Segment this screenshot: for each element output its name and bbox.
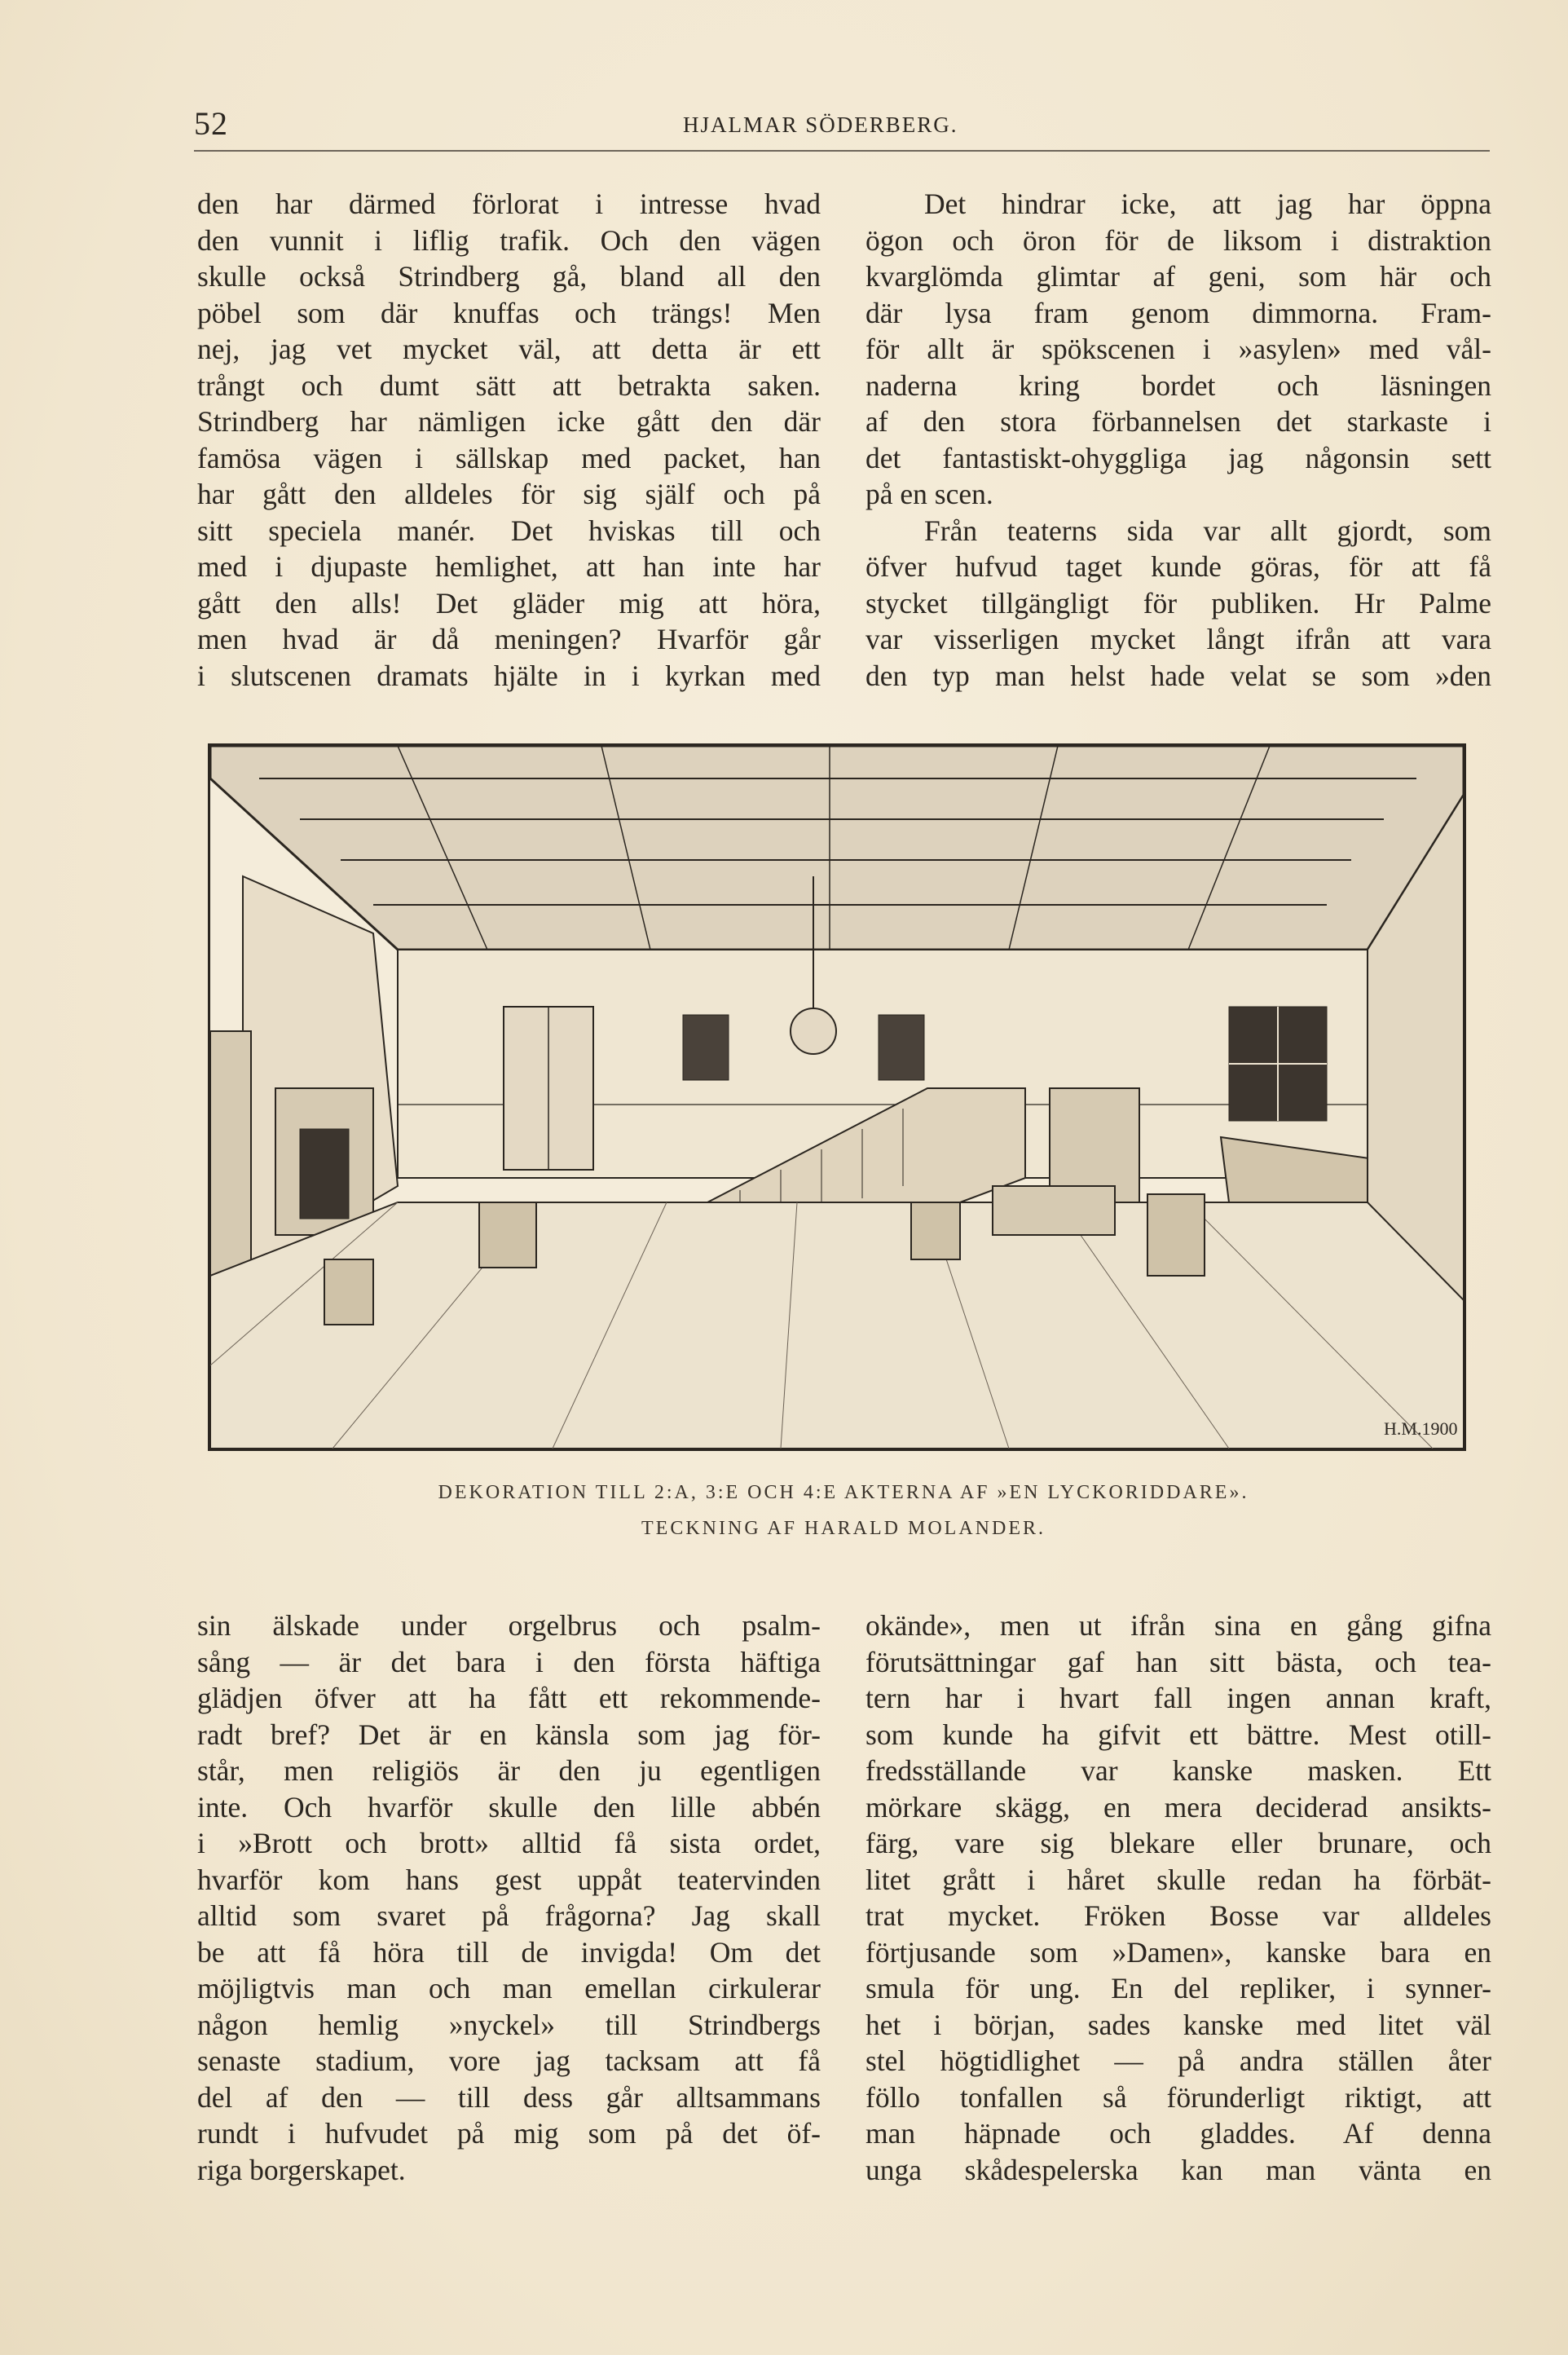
text-line: sin älskade under orgelbrus och psalm- — [197, 1609, 821, 1642]
text-line: som kunde ha gifvit ett bättre. Mest otill- — [865, 1718, 1491, 1751]
text-line: i »Brott och brott» alltid få sista ordet, — [197, 1827, 821, 1859]
page-header — [194, 104, 1490, 152]
hall-drawing — [210, 746, 1464, 1449]
text-line: unga skådespelerska kan man vänta en — [865, 2153, 1491, 2186]
caption-line-2: TECKNING AF HARALD MOLANDER. — [641, 1518, 1046, 1539]
text-line: litet grått i håret skulle redan ha förbät- — [865, 1863, 1491, 1896]
text-line: het i början, sades kanske med litet väl — [865, 2008, 1491, 2041]
text-line: färg, vare sig blekare eller brunare, och — [865, 1827, 1491, 1859]
text-line: smula för ung. En del repliker, i synner- — [865, 1972, 1491, 2004]
text-line: den vunnit i liflig trafik. Och den vägen — [197, 223, 821, 257]
text-line: senaste stadium, vore jag tacksam att få — [197, 2044, 821, 2077]
text-line: där lysa fram genom dimmorna. Fram- — [865, 296, 1491, 329]
text-line: står, men religiös är den ju egentligen — [197, 1754, 821, 1787]
text-line: förtjusande som »Damen», kanske bara en — [865, 1935, 1491, 1969]
text-line: hvarför kom hans gest uppåt teatervinden — [197, 1863, 821, 1896]
text-line: på en scen. — [865, 478, 993, 510]
text-column-bottom-right — [865, 1607, 1491, 2188]
text-line: det fantastiskt-ohyggliga jag någonsin sett — [865, 441, 1491, 474]
text-line: be att få höra till de invigda! Om det — [197, 1935, 821, 1969]
text-line: var visserligen mycket långt ifrån att vara — [865, 623, 1491, 655]
text-line: med i djupaste hemlighet, att han inte har — [197, 550, 821, 583]
text-line: Strindberg har nämligen icke gått den där — [197, 405, 821, 438]
text-line: del af den — till dess går alltsammans — [197, 2080, 821, 2114]
text-line: radt bref? Det är en känsla som jag för- — [197, 1718, 821, 1751]
text-line: sitt speciela manér. Det hviskas till och — [197, 514, 821, 547]
text-line: ögon och öron för de liksom i distraktion — [865, 223, 1491, 257]
text-column-top-left — [197, 186, 821, 694]
text-line: men hvad är då meningen? Hvarför går — [197, 623, 821, 655]
text-line: i slutscenen dramats hjälte in i kyrkan med — [197, 659, 821, 692]
text-line: har gått den alldeles för sig själf och på — [197, 478, 821, 510]
text-line: pöbel som där knuffas och trängs! Men — [197, 296, 821, 329]
text-line: den typ man helst hade velat se som »den — [865, 659, 1491, 692]
text-line: skulle också Strindberg gå, bland all den — [197, 260, 821, 293]
text-line: någon hemlig »nyckel» till Strindbergs — [197, 2008, 821, 2041]
interior-illustration — [208, 743, 1466, 1451]
text-line: sång — är det bara i den första häftiga — [197, 1645, 821, 1678]
text-line: stel högtidlighet — på andra ställen åter — [865, 2044, 1491, 2077]
text-line: riga borgerskapet. — [197, 2153, 406, 2186]
text-line: gått den alls! Det gläder mig att höra, — [197, 586, 821, 620]
text-column-bottom-left — [197, 1607, 821, 2188]
text-line: den har därmed förlorat i intresse hvad — [197, 187, 821, 220]
text-line: tern har i hvart fall ingen annan kraft, — [865, 1682, 1491, 1714]
text-line: naderna kring bordet och läsningen — [865, 368, 1491, 402]
text-line: rundt i hufvudet på mig som på det öf- — [197, 2117, 821, 2150]
text-line: af den stora förbannelsen det starkaste i — [865, 405, 1491, 438]
text-line: kvarglömda glimtar af geni, som här och — [865, 260, 1491, 293]
text-line: inte. Och hvarför skulle den lille abbén — [197, 1790, 821, 1824]
text-column-top-right — [865, 186, 1491, 694]
text-line: Det hindrar icke, att jag har öppna — [924, 187, 1491, 220]
text-line: famösa vägen i sällskap med packet, han — [197, 441, 821, 474]
text-line: förutsättningar gaf han sitt bästa, och tea- — [865, 1645, 1491, 1678]
text-line: stycket tillgängligt för publiken. Hr Palme — [865, 586, 1491, 620]
page-number: 52 — [194, 105, 228, 142]
caption-line-1: DEKORATION TILL 2:A, 3:E OCH 4:E AKTERNA AF »EN LYCKORIDDARE». — [438, 1482, 1249, 1503]
text-line: öfver hufvud taget kunde göras, för att få — [865, 550, 1491, 583]
text-line: Från teaterns sida var allt gjordt, som — [924, 514, 1491, 547]
text-line: trat mycket. Fröken Bosse var alldeles — [865, 1899, 1491, 1932]
text-line: glädjen öfver att ha fått ett rekommende- — [197, 1682, 821, 1714]
text-line: möjligtvis man och man emellan cirkulerar — [197, 1972, 821, 2004]
artist-signature: H.M.1900 — [1384, 1418, 1458, 1439]
text-line: för allt är spökscenen i »asylen» med vål- — [865, 333, 1491, 365]
text-line: mörkare skägg, en mera deciderad ansikts- — [865, 1790, 1491, 1824]
text-line: okände», men ut ifrån sina en gång gifna — [865, 1609, 1491, 1642]
text-line: man häpnade och gladdes. Af denna — [865, 2117, 1491, 2150]
text-line: fredsställande var kanske masken. Ett — [865, 1754, 1491, 1787]
text-line: föllo tonfallen så förunderligt riktigt, att — [865, 2080, 1491, 2114]
text-line: alltid som svaret på frågorna? Jag skall — [197, 1899, 821, 1932]
running-head: HJALMAR SÖDERBERG. — [683, 112, 958, 137]
text-line: nej, jag vet mycket väl, att detta är ett — [197, 333, 821, 365]
text-line: trångt och dumt sätt att betrakta saken. — [197, 368, 821, 402]
